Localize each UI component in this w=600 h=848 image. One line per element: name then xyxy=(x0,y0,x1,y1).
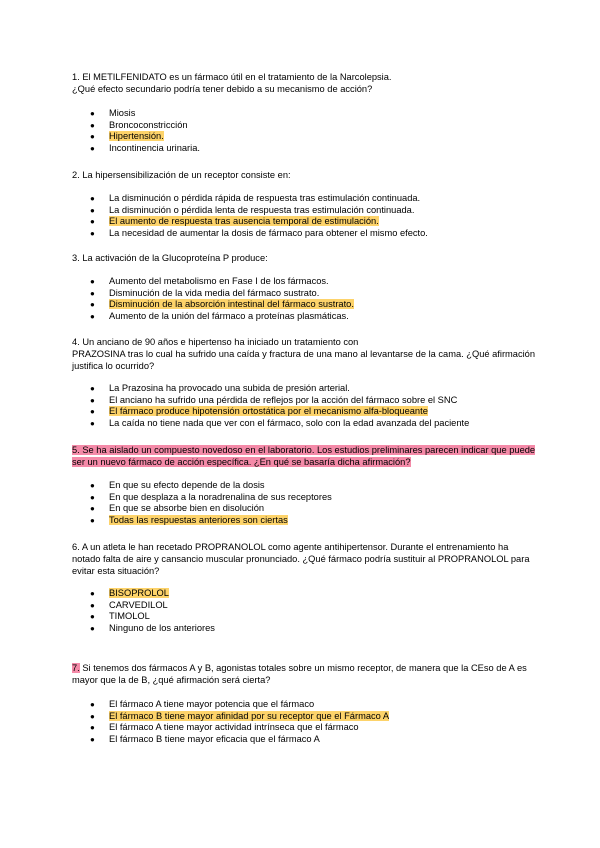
question-text: notado falta de aire y cansancio muscular pronunciado. ¿Qué fármaco podría sustituir al PROPRANOLOL para xyxy=(72,554,530,564)
option-text-highlighted: BISOPROLOL xyxy=(109,588,169,598)
bullet-icon: ● xyxy=(90,312,95,322)
bullet-icon: ● xyxy=(90,384,95,393)
question-5 xyxy=(72,444,536,468)
option-text: Aumento del metabolismo en Fase I de los fármacos. xyxy=(109,276,329,286)
option-text: La necesidad de aumentar la dosis de fármaco para obtener el mismo efecto. xyxy=(109,228,428,239)
bullet-icon: ● xyxy=(90,624,95,634)
bullet-icon: ● xyxy=(90,120,95,130)
question-text: mayor que la de B, ¿qué afirmación será cierta? xyxy=(72,675,271,685)
question-1 xyxy=(72,71,532,95)
option-item xyxy=(72,311,532,323)
bullet-icon: ● xyxy=(90,395,95,405)
bullet-icon: ● xyxy=(90,492,95,502)
option-item xyxy=(72,205,532,217)
option-text-highlighted: Disminución de la absorción intestinal del fármaco sustrato. xyxy=(109,299,354,310)
question-text: 3. La activación de la Glucoproteína P produce: xyxy=(72,253,268,263)
option-item xyxy=(72,515,532,527)
option-item xyxy=(72,480,532,492)
option-text: Aumento de la unión del fármaco a proteínas plasmáticas. xyxy=(109,311,349,322)
option-item xyxy=(72,611,532,623)
option-item xyxy=(72,193,532,205)
option-text: La disminución o pérdida rápida de respuesta tras estimulación continuada. xyxy=(109,193,421,203)
option-item xyxy=(72,600,532,612)
question-text: 4. Un anciano de 90 años e hipertenso ha iniciado un tratamiento con xyxy=(72,337,359,347)
question-text: 2. La hipersensibilización de un receptor consiste en: xyxy=(72,170,291,180)
bullet-icon: ● xyxy=(90,132,95,142)
option-item xyxy=(72,288,532,300)
option-item xyxy=(72,418,532,430)
question-text-highlighted: ser un nuevo fármaco de acción específica. ¿En qué se basaría dicha afirmación? xyxy=(72,457,411,467)
question-text: 6. A un atleta le han recetado PROPRANOLOL como agente antihipertensor. Durante el entrenamiento ha xyxy=(72,542,509,552)
bullet-icon: ● xyxy=(90,144,95,154)
bullet-icon: ● xyxy=(90,194,95,203)
question-7 xyxy=(72,662,532,686)
option-text: El anciano ha sufrido una pérdida de reflejos por la acción del fármaco sobre el SNC xyxy=(109,394,458,405)
options-list-7 xyxy=(72,699,532,746)
bullet-icon: ● xyxy=(90,288,95,298)
option-item xyxy=(72,699,532,711)
option-text: La Prazosina ha provocado una subida de presión arterial. xyxy=(109,383,350,393)
option-text: CARVEDILOL xyxy=(109,599,168,610)
options-list-3 xyxy=(72,276,532,323)
options-list-1 xyxy=(72,108,532,155)
question-text: PRAZOSINA tras lo cual ha sufrido una caída y fractura de una mano al levantarse de la cama. ¿Qué afirmación xyxy=(72,349,536,359)
question-text: Si tenemos dos fármacos A y B, agonistas totales sobre un mismo receptor, de manera que la CEso de A es xyxy=(79,663,527,673)
bullet-icon: ● xyxy=(90,735,95,745)
bullet-icon: ● xyxy=(90,700,95,709)
option-item xyxy=(72,492,532,504)
options-list-4 xyxy=(72,383,532,430)
option-item xyxy=(72,503,532,515)
option-item xyxy=(72,623,532,635)
bullet-icon: ● xyxy=(90,600,95,610)
options-list-6 xyxy=(72,588,532,635)
question-6 xyxy=(72,541,532,577)
bullet-icon: ● xyxy=(90,481,95,490)
question-2 xyxy=(72,169,532,181)
option-item xyxy=(72,383,532,395)
option-text: TIMOLOL xyxy=(109,611,150,622)
option-text: En que se absorbe bien en disolución xyxy=(109,503,265,514)
question-number-highlighted: 7. xyxy=(72,663,80,673)
option-text: Broncoconstricción xyxy=(109,119,188,130)
option-text-highlighted: El fármaco B tiene mayor afinidad por su receptor que el Fármaco A xyxy=(109,710,390,721)
bullet-icon: ● xyxy=(90,723,95,733)
question-3 xyxy=(72,252,532,264)
option-text: En que desplaza a la noradrenalina de sus receptores xyxy=(109,491,332,502)
option-item xyxy=(72,276,532,288)
bullet-icon: ● xyxy=(90,711,95,721)
option-text: Ninguno de los anteriores xyxy=(109,623,215,634)
question-text: ¿Qué efecto secundario podría tener debido a su mecanismo de acción? xyxy=(72,84,373,94)
bullet-icon: ● xyxy=(90,407,95,417)
option-item xyxy=(72,120,532,132)
bullet-icon: ● xyxy=(90,277,95,286)
option-item xyxy=(72,228,532,240)
option-item xyxy=(72,711,532,723)
option-text: La disminución o pérdida lenta de respuesta tras estimulación continuada. xyxy=(109,204,415,215)
option-text: El fármaco A tiene mayor potencia que el fármaco xyxy=(109,699,315,709)
bullet-icon: ● xyxy=(90,300,95,310)
option-item xyxy=(72,108,532,120)
option-text: Incontinencia urinaria. xyxy=(109,143,200,154)
bullet-icon: ● xyxy=(90,229,95,239)
bullet-icon: ● xyxy=(90,205,95,215)
bullet-icon: ● xyxy=(90,516,95,526)
option-text: Miosis xyxy=(109,108,136,118)
bullet-icon: ● xyxy=(90,419,95,429)
option-item xyxy=(72,299,532,311)
question-text: evitar esta situación? xyxy=(72,566,160,576)
question-text: justifica lo ocurrido? xyxy=(72,361,155,371)
options-list-5 xyxy=(72,480,532,527)
option-text: En que su efecto depende de la dosis xyxy=(109,480,265,490)
options-list-2 xyxy=(72,193,532,240)
option-item xyxy=(72,734,532,746)
option-item xyxy=(72,588,532,600)
option-item xyxy=(72,143,532,155)
question-text-highlighted: 5. Se ha aislado un compuesto novedoso en el laboratorio. Los estudios preliminares parecen indicar que puede xyxy=(72,445,536,455)
option-item xyxy=(72,406,532,418)
bullet-icon: ● xyxy=(90,589,95,598)
option-item xyxy=(72,722,532,734)
bullet-icon: ● xyxy=(90,504,95,514)
option-text: El fármaco B tiene mayor eficacia que el fármaco A xyxy=(109,734,320,745)
bullet-icon: ● xyxy=(90,612,95,622)
question-4 xyxy=(72,336,536,372)
question-text: 1. El METILFENIDATO es un fármaco útil en el tratamiento de la Narcolepsia. xyxy=(72,72,392,82)
option-text-highlighted: El fármaco produce hipotensión ortostática por el mecanismo alfa-bloqueante xyxy=(109,406,428,417)
option-text-highlighted: El aumento de respuesta tras ausencia temporal de estimulación. xyxy=(109,216,379,227)
option-text-highlighted: Hipertensión. xyxy=(109,131,164,142)
option-text: Disminución de la vida media del fármaco sustrato. xyxy=(109,287,320,298)
bullet-icon: ● xyxy=(90,217,95,227)
option-text: La caída no tiene nada que ver con el fármaco, solo con la edad avanzada del paciente xyxy=(109,418,470,429)
option-item xyxy=(72,395,532,407)
option-text-highlighted: Todas las respuestas anteriores son ciertas xyxy=(109,515,288,526)
bullet-icon: ● xyxy=(90,109,95,118)
option-item xyxy=(72,216,532,228)
option-text: El fármaco A tiene mayor actividad intrínseca que el fármaco xyxy=(109,722,359,733)
option-item xyxy=(72,131,532,143)
